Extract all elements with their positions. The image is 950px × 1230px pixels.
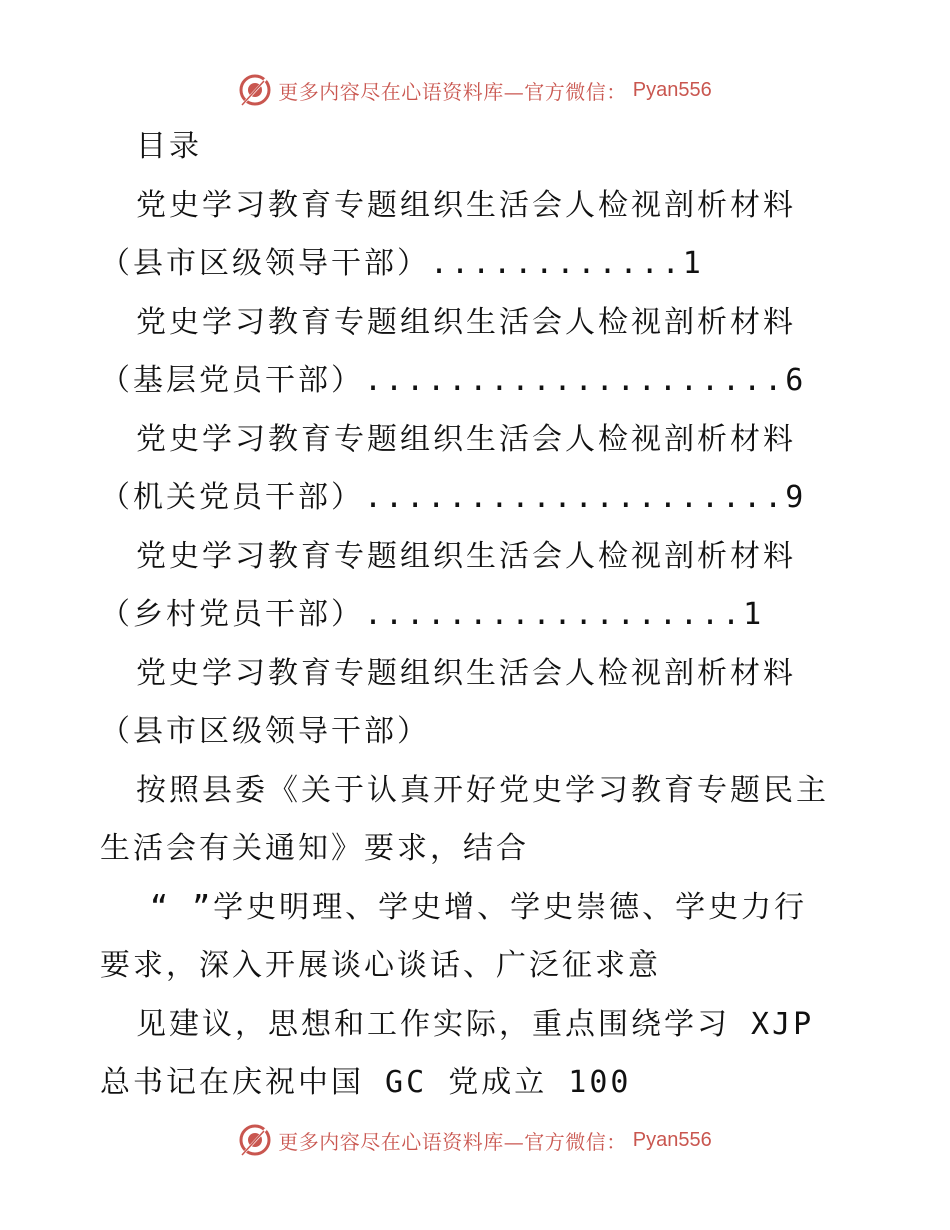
footer-watermark-text: 更多内容尽在心语资料库—官方微信： [278, 1129, 627, 1154]
quill-logo-icon [238, 1123, 272, 1157]
document-body [100, 118, 860, 1113]
toc-entry-4-title: 党史学习教育专题组织生活会人检视剖析材料 [136, 538, 796, 574]
header-watermark-text: 更多内容尽在心语资料库—官方微信： [278, 79, 627, 104]
toc-entry-2-title: 党史学习教育专题组织生活会人检视剖析材料 [136, 304, 796, 340]
toc-entry-1-subtitle: （县市区级领导干部）............1 [100, 246, 704, 281]
section-title: 党史学习教育专题组织生活会人检视剖析材料 [136, 655, 796, 691]
body-line: “ ”学史明理、学史增、学史崇德、学史力行 [150, 889, 808, 925]
body-line: 总书记在庆祝中国 GC 党成立 100 [100, 1065, 632, 1100]
toc-title: 目录 [136, 129, 202, 164]
header-watermark-banner [0, 70, 950, 110]
toc-entry-4-subtitle: （乡村党员干部）..................1 [100, 597, 765, 632]
header-watermark-wechat-id: Pyan556 [632, 78, 712, 101]
body-line: 见建议，思想和工作实际，重点围绕学习 XJP [136, 1006, 815, 1042]
footer-watermark-wechat-id: Pyan556 [632, 1128, 712, 1151]
body-line: 要求，深入开展谈心谈话、广泛征求意 [100, 948, 661, 983]
body-line: 生活会有关通知》要求，结合 [100, 831, 529, 866]
body-line: 按照县委《关于认真开好党史学习教育专题民主 [136, 772, 829, 808]
section-subtitle: （县市区级领导干部） [100, 714, 430, 749]
toc-entry-1-title: 党史学习教育专题组织生活会人检视剖析材料 [136, 187, 796, 223]
toc-entry-2-subtitle: （基层党员干部）....................6 [100, 363, 807, 398]
footer-watermark-banner [0, 1120, 950, 1160]
quill-logo-icon [238, 73, 272, 107]
toc-entry-3-subtitle: （机关党员干部）....................9 [100, 480, 807, 515]
toc-entry-3-title: 党史学习教育专题组织生活会人检视剖析材料 [136, 421, 796, 457]
